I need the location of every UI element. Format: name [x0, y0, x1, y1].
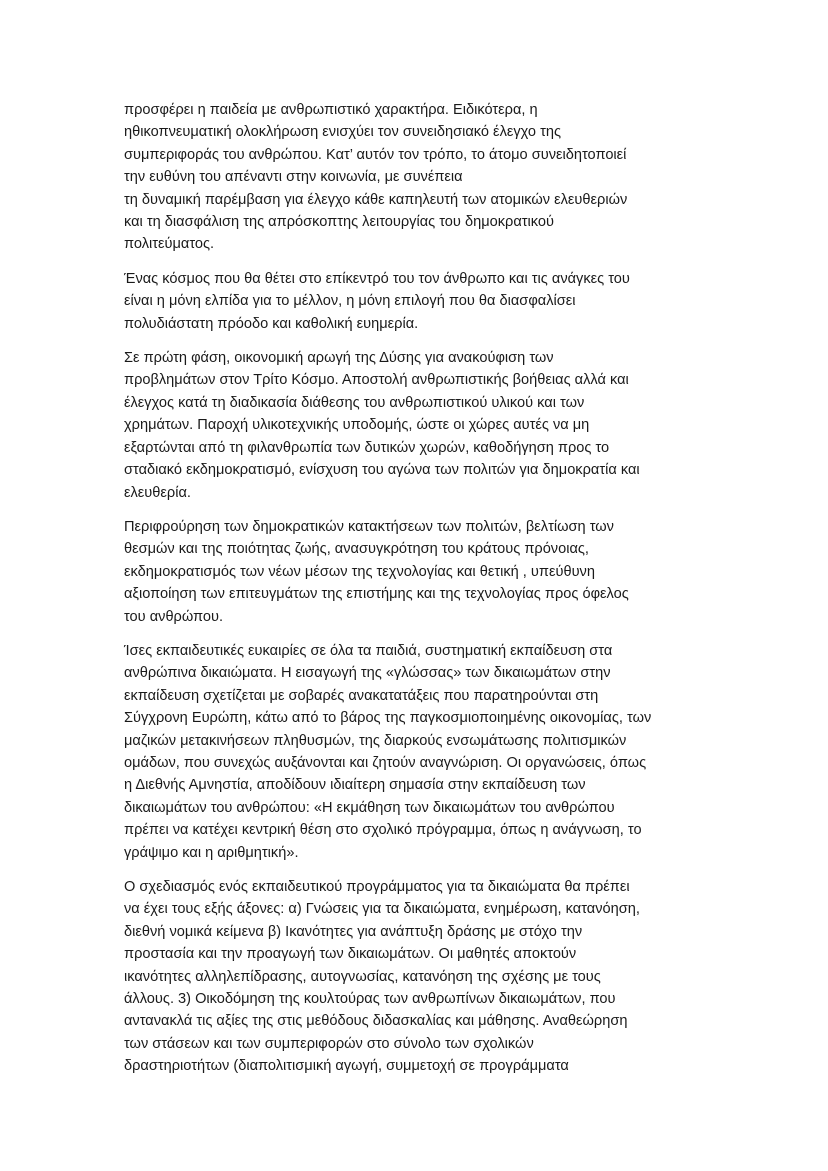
- text-line: δραστηριοτήτων (διαπολιτισμική αγωγή, συμμετοχή σε προγράμματα: [124, 1058, 569, 1075]
- text-line: διεθνή νομικά κείμενα β) Ικανότητες για ανάπτυξη δράσης με στόχο την: [124, 923, 583, 940]
- text-line: προσφέρει η παιδεία με ανθρωπιστικό χαρακτήρα. Ειδικότερα, η: [124, 102, 538, 118]
- text-line: Ένας κόσμος που θα θέτει στο επίκεντρό του τον άνθρωπο και τις ανάγκες του: [124, 270, 630, 287]
- text-line: εκπαίδευση σχετίζεται με σοβαρές ανακατατάξεις που παρατηρούνται στη: [124, 687, 599, 704]
- text-line: εκδημοκρατισμός των νέων μέσων της τεχνολογίας και θετική , υπεύθυνη: [124, 563, 595, 580]
- paragraph-6: [124, 876, 714, 1078]
- text-line: ανθρώπινα δικαιώματα. Η εισαγωγή της «γλώσσας» των δικαιωμάτων στην: [124, 665, 611, 682]
- text-line: ηθικοπνευματική ολοκλήρωση ενισχύει τον συνειδησιακό έλεγχο της: [124, 124, 562, 141]
- text-line: και τη διασφάλιση της απρόσκοπτης λειτουργίας του δημοκρατικού: [124, 214, 554, 231]
- text-line: προβλημάτων στον Τρίτο Κόσμο. Αποστολή ανθρωπιστικής βοήθειας αλλά και: [124, 372, 629, 389]
- text-line: εξαρτώνται από τη φιλανθρωπία των δυτικών χωρών, καθοδήγηση προς το: [124, 439, 610, 456]
- text-line: πολιτεύματος.: [124, 236, 215, 253]
- text-line: του ανθρώπου.: [124, 608, 224, 625]
- text-line: χρημάτων. Παροχή υλικοτεχνικής υποδομής, ώστε οι χώρες αυτές να μη: [124, 417, 590, 434]
- paragraph-4: [124, 516, 714, 628]
- text-line: ελευθερία.: [124, 484, 191, 501]
- text-line: πολυδιάστατη πρόοδο και καθολική ευημερία.: [124, 315, 419, 332]
- text-line: η Διεθνής Αμνηστία, αποδίδουν ιδιαίτερη σημασία στην εκπαίδευση των: [124, 777, 586, 794]
- paragraph-2: [124, 268, 714, 335]
- text-line: να έχει τους εξής άξονες: α) Γνώσεις για τα δικαιώματα, ενημέρωση, κατανόηση,: [124, 901, 640, 918]
- text-line: έλεγχος κατά τη διαδικασία διάθεσης του ανθρωπιστικού υλικού και των: [124, 394, 585, 411]
- paragraph-3: [124, 347, 714, 504]
- paragraph-1: [124, 99, 714, 256]
- text-line: τη δυναμική παρέμβαση για έλεγχο κάθε καπηλευτή των ατομικών ελευθεριών: [124, 191, 628, 208]
- text-line: άλλους. 3) Οικοδόμηση της κουλτούρας των ανθρωπίνων δικαιωμάτων, που: [124, 991, 616, 1008]
- text-line: ικανότητες αλληλεπίδρασης, αυτογνωσίας, κατανόηση της σχέσης με τους: [124, 968, 601, 985]
- text-line: θεσμών και της ποιότητας ζωής, ανασυγκρότηση του κράτους πρόνοιας,: [124, 541, 589, 558]
- text-line: είναι η μόνη ελπίδα για το μέλλον, η μόνη επιλογή που θα διασφαλίσει: [124, 293, 576, 310]
- document-page: [124, 99, 714, 1090]
- text-line: Σύγχρονη Ευρώπη, κάτω από το βάρος της παγκοσμιοποιημένης οικονομίας, των: [124, 710, 652, 727]
- text-line: αντανακλά τις αξίες της στις μεθόδους διδασκαλίας και μάθησης. Αναθεώρηση: [124, 1013, 628, 1030]
- text-line: δικαιωμάτων του ανθρώπου: «Η εκμάθηση των δικαιωμάτων του ανθρώπου: [124, 799, 615, 816]
- text-line: γράψιμο και η αριθμητική».: [124, 844, 299, 861]
- text-line: αξιοποίηση των επιτευγμάτων της επιστήμης και της τεχνολογίας προς όφελος: [124, 586, 629, 603]
- text-line: Περιφρούρηση των δημοκρατικών κατακτήσεων των πολιτών, βελτίωση των: [124, 518, 614, 535]
- text-line: την ευθύνη του απέναντι στην κοινωνία, με συνέπεια: [124, 169, 463, 186]
- text-line: Ο σχεδιασμός ενός εκπαιδευτικού προγράμματος για τα δικαιώματα θα πρέπει: [124, 879, 630, 895]
- text-line: ομάδων, που συνεχώς αυξάνονται και ζητούν αναγνώριση. Οι οργανώσεις, όπως: [124, 754, 647, 771]
- text-line: των στάσεων και των συμπεριφορών στο σύνολο των σχολικών: [124, 1035, 534, 1052]
- text-line: συμπεριφοράς του ανθρώπου. Κατ’ αυτόν τον τρόπο, το άτομο συνειδητοποιεί: [124, 146, 627, 163]
- text-line: σταδιακό εκδημοκρατισμό, ενίσχυση του αγώνα των πολιτών για δημοκρατία και: [124, 462, 640, 479]
- text-line: πρέπει να κατέχει κεντρική θέση στο σχολικό πρόγραμμα, όπως η ανάγνωση, το: [124, 822, 642, 839]
- text-line: προστασία και την προαγωγή των δικαιωμάτων. Οι μαθητές αποκτούν: [124, 946, 577, 963]
- text-line: Σε πρώτη φάση, οικονομική αρωγή της Δύσης για ανακούφιση των: [124, 350, 554, 367]
- paragraph-5: [124, 640, 714, 864]
- text-line: Ίσες εκπαιδευτικές ευκαιρίες σε όλα τα παιδιά, συστηματική εκπαίδευση στα: [124, 642, 613, 659]
- text-line: μαζικών μετακινήσεων πληθυσμών, της διαρκούς ενσωμάτωσης πολιτισμικών: [124, 732, 627, 749]
